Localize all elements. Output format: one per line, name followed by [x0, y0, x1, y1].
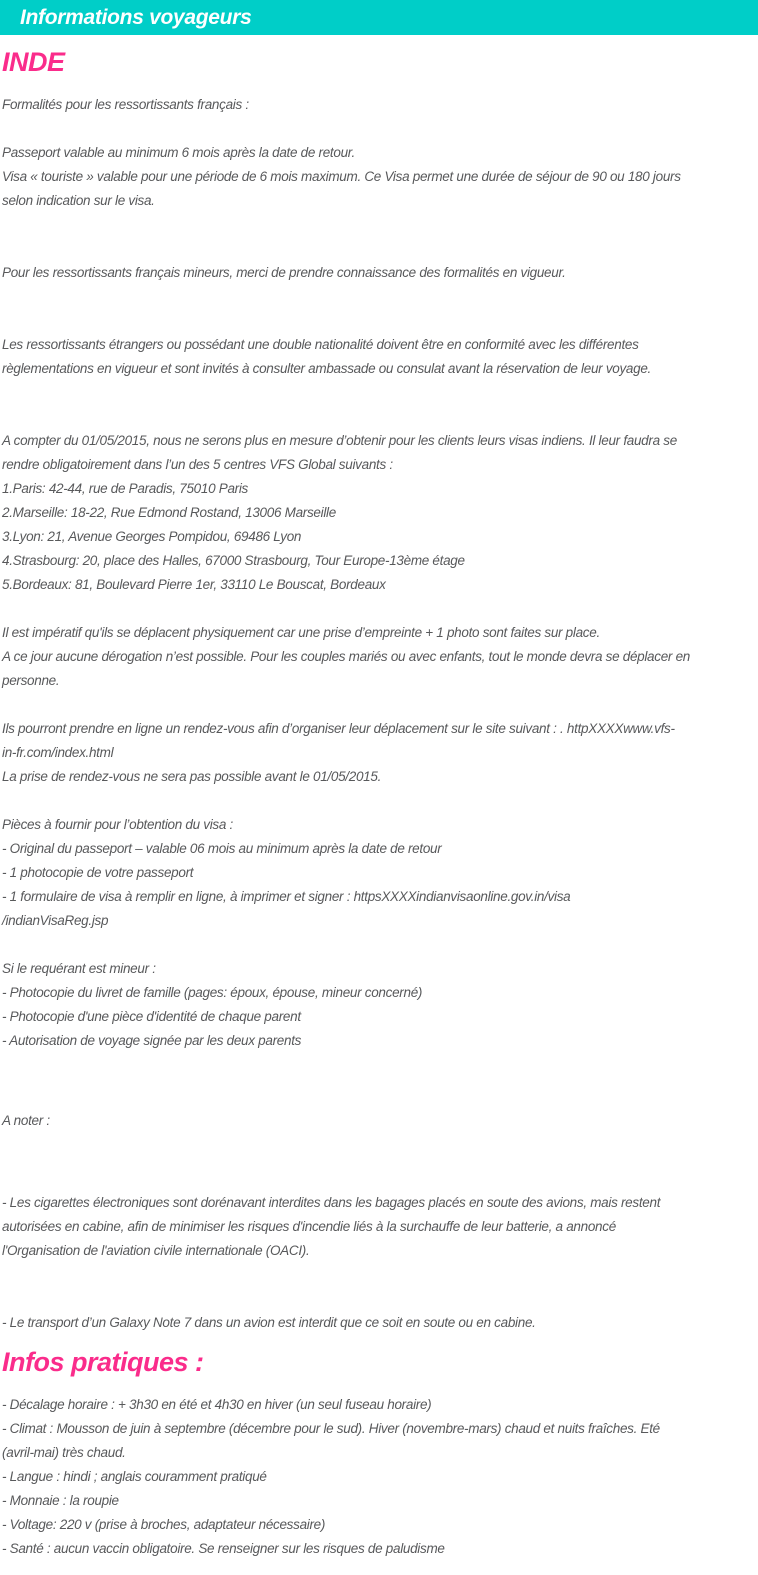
content-area — [0, 35, 758, 1561]
paragraph — [2, 1109, 758, 1133]
text-line: - Photocopie du livret de famille (pages: époux, épouse, mineur concerné) — [2, 985, 423, 1000]
text-line: La prise de rendez-vous ne sera pas possible avant le 01/05/2015. — [2, 769, 382, 784]
text-line: 2.Marseille: 18-22, Rue Edmond Rostand, 13006 Marseille — [2, 505, 336, 520]
text-line: /indianVisaReg.jsp — [2, 913, 109, 928]
text-line: personne. — [2, 673, 60, 688]
text-line: A noter : — [2, 1113, 50, 1128]
paragraph — [2, 93, 758, 117]
text-line: 3.Lyon: 21, Avenue Georges Pompidou, 69486 Lyon — [2, 529, 302, 544]
text-line: Si le requérant est mineur : — [2, 961, 156, 976]
text-line: selon indication sur le visa. — [2, 193, 155, 208]
text-line: 1.Paris: 42-44, rue de Paradis, 75010 Paris — [2, 481, 248, 496]
country-heading: INDE — [2, 47, 65, 77]
paragraph — [2, 261, 758, 285]
text-line: in-fr.com/index.html — [2, 745, 114, 760]
paragraph — [2, 621, 758, 693]
body-text — [2, 93, 758, 1561]
text-line: - Le transport d’un Galaxy Note 7 dans un avion est interdit que ce soit en soute ou en cabine. — [2, 1315, 536, 1330]
text-line: - 1 formulaire de visa à remplir en ligne, à imprimer et signer : httpsXXXXindianvisaonline.gov.in/visa — [2, 889, 571, 904]
text-line: - Santé : aucun vaccin obligatoire. Se renseigner sur les risques de paludisme — [2, 1541, 445, 1556]
text-line: (avril-mai) très chaud. — [2, 1445, 126, 1460]
text-line: - Autorisation de voyage signée par les deux parents — [2, 1033, 302, 1048]
text-line: Formalités pour les ressortissants français : — [2, 97, 249, 112]
text-line: Ils pourront prendre en ligne un rendez-vous afin d’organiser leur déplacement sur le site suivant : . httpXXXXwww.vfs- — [2, 721, 675, 736]
text-line: Les ressortissants étrangers ou possédant une double nationalité doivent être en conformité avec les différentes — [2, 337, 639, 352]
text-line: - Photocopie d'une pièce d'identité de chaque parent — [2, 1009, 301, 1024]
paragraph — [2, 1311, 758, 1335]
paragraph — [2, 1393, 758, 1561]
text-line: - Original du passeport – valable 06 mois au minimum après la date de retour — [2, 841, 442, 856]
text-line: règlementations en vigueur et sont invités à consulter ambassade ou consulat avant la réservation de leur voyage. — [2, 361, 652, 376]
page-header — [0, 0, 758, 35]
text-line: - Langue : hindi ; anglais couramment pratiqué — [2, 1469, 267, 1484]
text-line: A compter du 01/05/2015, nous ne serons plus en mesure d’obtenir pour les clients leurs visas indiens. Il leur faudra se — [2, 433, 677, 448]
text-line: Pour les ressortissants français mineurs, merci de prendre connaissance des formalités en vigueur. — [2, 265, 566, 280]
text-line: - 1 photocopie de votre passeport — [2, 865, 194, 880]
paragraph — [2, 429, 758, 597]
text-line: Il est impératif qu'ils se déplacent physiquement car une prise d’empreinte + 1 photo sont faites sur place. — [2, 625, 600, 640]
text-line: l'Organisation de l'aviation civile internationale (OACI). — [2, 1243, 310, 1258]
text-line: - Les cigarettes électroniques sont dorénavant interdites dans les bagages placés en soute des avions, mais restent — [2, 1195, 661, 1210]
paragraph — [2, 141, 758, 213]
paragraph — [2, 333, 758, 381]
text-line: A ce jour aucune dérogation n’est possible. Pour les couples mariés ou avec enfants, tout le monde devra se déplacer en — [2, 649, 690, 664]
text-line: Visa « touriste » valable pour une période de 6 mois maximum. Ce Visa permet une durée de séjour de 90 ou 180 jours — [2, 169, 681, 184]
paragraph — [2, 957, 758, 1053]
text-line: rendre obligatoirement dans l’un des 5 centres VFS Global suivants : — [2, 457, 393, 472]
text-line: - Décalage horaire : + 3h30 en été et 4h30 en hiver (un seul fuseau horaire) — [2, 1397, 432, 1412]
text-line: - Monnaie : la roupie — [2, 1493, 119, 1508]
paragraph — [2, 813, 758, 933]
paragraph — [2, 1191, 758, 1263]
text-line: 5.Bordeaux: 81, Boulevard Pierre 1er, 33110 Le Bouscat, Bordeaux — [2, 577, 386, 592]
text-line: - Climat : Mousson de juin à septembre (décembre pour le sud). Hiver (novembre-mars) chaud et nuits fraîches. Eté — [2, 1421, 660, 1436]
section-heading: Infos pratiques : — [2, 1347, 204, 1377]
paragraph — [2, 717, 758, 789]
text-line: Passeport valable au minimum 6 mois après la date de retour. — [2, 145, 355, 160]
text-line: Pièces à fournir pour l’obtention du visa : — [2, 817, 233, 832]
text-line: 4.Strasbourg: 20, place des Halles, 67000 Strasbourg, Tour Europe-13ème étage — [2, 553, 465, 568]
page-header-title: Informations voyageurs — [20, 5, 252, 29]
text-line: - Voltage: 220 v (prise à broches, adaptateur nécessaire) — [2, 1517, 326, 1532]
text-line: autorisées en cabine, afin de minimiser les risques d'incendie liés à la surchauffe de leur batterie, a annoncé — [2, 1219, 616, 1234]
